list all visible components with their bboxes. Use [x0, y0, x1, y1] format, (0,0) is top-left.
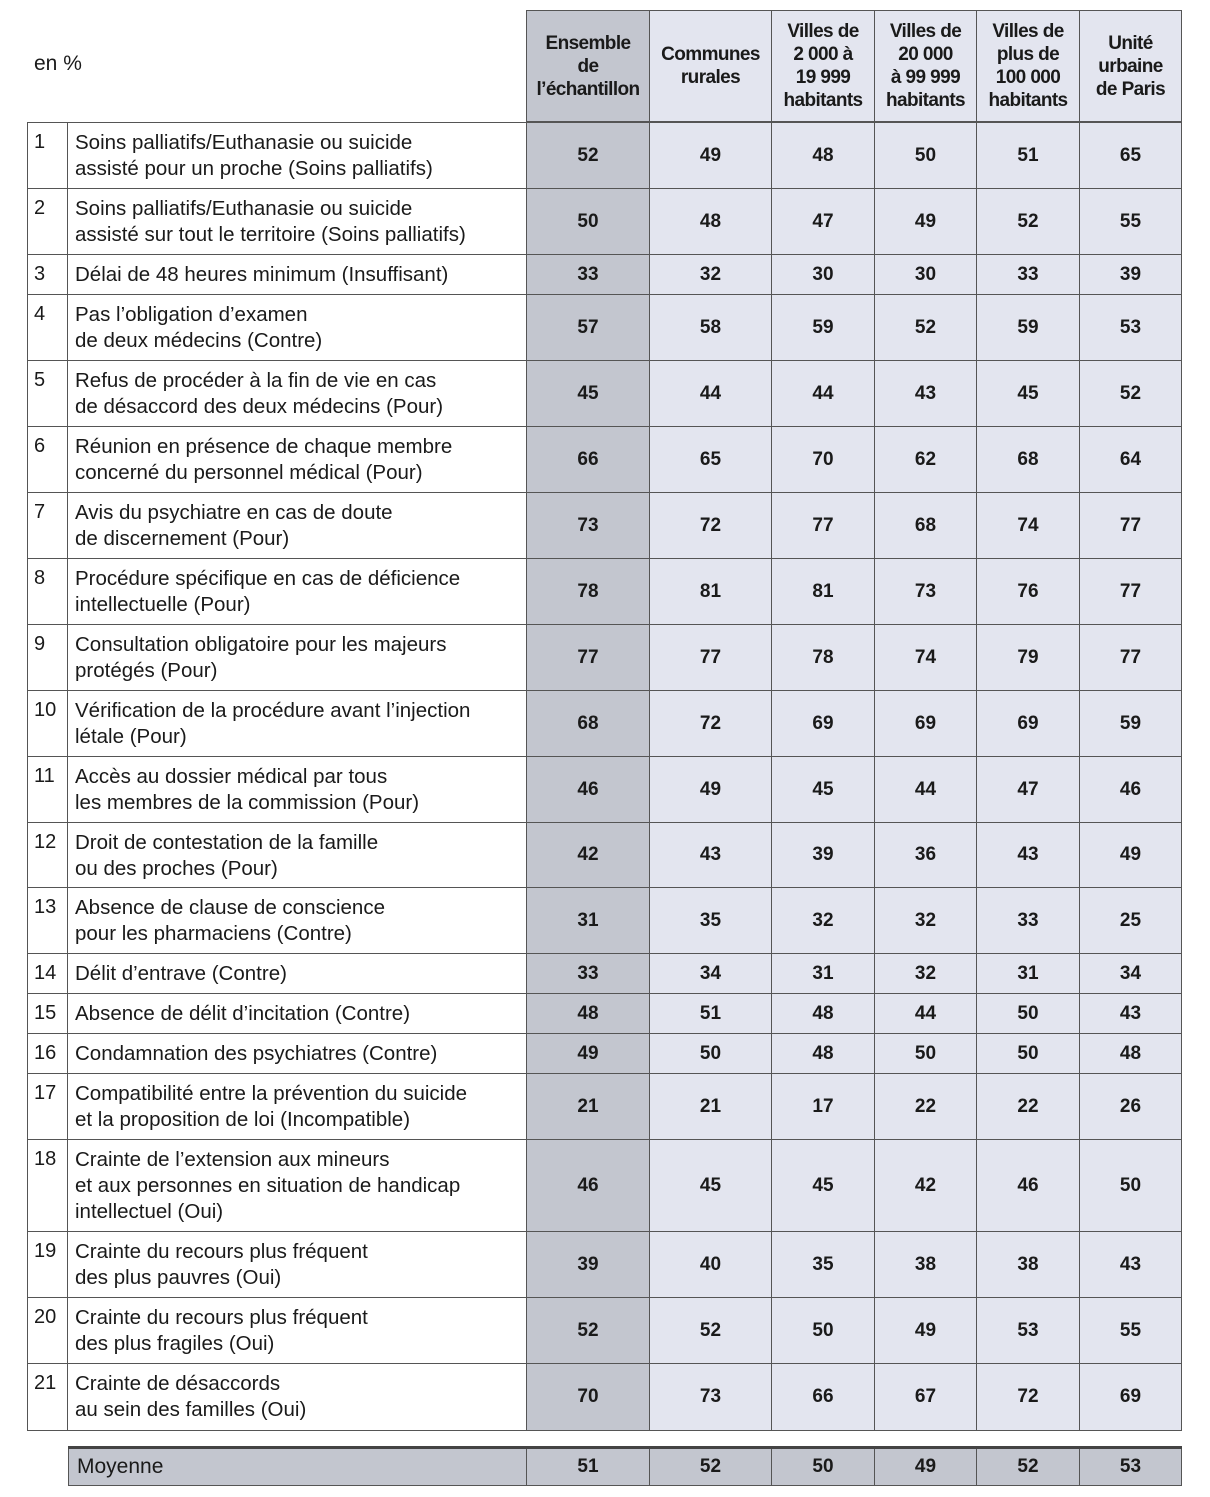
row-number: 11: [27, 757, 68, 822]
table-row: [27, 361, 1182, 427]
value-cell: 81: [649, 559, 771, 624]
value-cell: 44: [874, 757, 976, 822]
value-cell: 65: [1079, 123, 1182, 188]
value-cell: 48: [771, 1034, 874, 1073]
value-cell: 33: [526, 255, 649, 294]
value-cell: 43: [976, 823, 1079, 887]
value-cell: 34: [1079, 954, 1182, 993]
value-cell: 74: [976, 493, 1079, 558]
row-number: 21: [27, 1364, 68, 1430]
value-cell: 17: [771, 1074, 874, 1139]
value-cell: 44: [771, 361, 874, 426]
value-cell: 72: [649, 691, 771, 756]
value-cell: 59: [1079, 691, 1182, 756]
value-cell: 57: [526, 295, 649, 360]
value-cell: 48: [649, 189, 771, 254]
table-row: [27, 625, 1182, 691]
value-cell: 50: [1079, 1140, 1182, 1231]
value-cell: 66: [771, 1364, 874, 1430]
value-cell: 69: [771, 691, 874, 756]
value-cell: 47: [771, 189, 874, 254]
value-cell: 49: [649, 757, 771, 822]
table-row: [27, 559, 1182, 625]
value-cell: 49: [526, 1034, 649, 1073]
row-number: 8: [27, 559, 68, 624]
value-cell: 45: [771, 757, 874, 822]
value-cell: 39: [771, 823, 874, 887]
value-cell: 36: [874, 823, 976, 887]
value-cell: 51: [976, 123, 1079, 188]
value-cell: 52: [1079, 361, 1182, 426]
value-cell: 68: [874, 493, 976, 558]
row-label: Avis du psychiatre en cas de doute de discernement (Pour): [68, 493, 526, 558]
value-cell: 43: [649, 823, 771, 887]
value-cell: 46: [976, 1140, 1079, 1231]
row-number: 13: [27, 888, 68, 953]
row-label: Pas l’obligation d’examen de deux médecins (Contre): [68, 295, 526, 360]
value-cell: 50: [874, 1034, 976, 1073]
value-cell: 48: [1079, 1034, 1182, 1073]
value-cell: 78: [526, 559, 649, 624]
row-number: 15: [27, 994, 68, 1033]
value-cell: 48: [771, 994, 874, 1033]
table-row: [27, 493, 1182, 559]
value-cell: 46: [526, 1140, 649, 1231]
row-number: 16: [27, 1034, 68, 1073]
value-cell: 34: [649, 954, 771, 993]
row-number: 6: [27, 427, 68, 492]
average-value: 49: [874, 1449, 976, 1485]
value-cell: 69: [874, 691, 976, 756]
value-cell: 77: [771, 493, 874, 558]
value-cell: 43: [1079, 1232, 1182, 1297]
row-number: 19: [27, 1232, 68, 1297]
value-cell: 68: [976, 427, 1079, 492]
value-cell: 49: [874, 189, 976, 254]
table-row: [27, 1364, 1182, 1430]
value-cell: 77: [526, 625, 649, 690]
row-label: Accès au dossier médical par tous les membres de la commission (Pour): [68, 757, 526, 822]
value-cell: 55: [1079, 189, 1182, 254]
value-cell: 52: [526, 1298, 649, 1363]
value-cell: 66: [526, 427, 649, 492]
table-row: [27, 823, 1182, 888]
column-header: Ensemble de l’échantillon: [526, 10, 649, 122]
value-cell: 38: [874, 1232, 976, 1297]
value-cell: 45: [649, 1140, 771, 1231]
value-cell: 32: [771, 888, 874, 953]
average-value: 51: [526, 1449, 649, 1485]
value-cell: 73: [526, 493, 649, 558]
table-row: [27, 255, 1182, 295]
table-row: [27, 295, 1182, 361]
value-cell: 33: [976, 255, 1079, 294]
column-header: Villes de 20 000 à 99 999 habitants: [874, 10, 976, 122]
value-cell: 64: [1079, 427, 1182, 492]
value-cell: 53: [976, 1298, 1079, 1363]
value-cell: 77: [1079, 625, 1182, 690]
value-cell: 77: [649, 625, 771, 690]
value-cell: 26: [1079, 1074, 1182, 1139]
table-row: [27, 691, 1182, 757]
table-row: [27, 1298, 1182, 1364]
row-label: Délit d’entrave (Contre): [68, 954, 526, 993]
value-cell: 25: [1079, 888, 1182, 953]
value-cell: 33: [526, 954, 649, 993]
row-number: 20: [27, 1298, 68, 1363]
value-cell: 43: [1079, 994, 1182, 1033]
value-cell: 72: [649, 493, 771, 558]
value-cell: 69: [976, 691, 1079, 756]
value-cell: 48: [526, 994, 649, 1033]
row-label: Réunion en présence de chaque membre concerné du personnel médical (Pour): [68, 427, 526, 492]
value-cell: 47: [976, 757, 1079, 822]
table-row: [27, 1074, 1182, 1140]
value-cell: 50: [976, 994, 1079, 1033]
row-label: Soins palliatifs/Euthanasie ou suicide assisté pour un proche (Soins palliatifs): [68, 123, 526, 188]
value-cell: 69: [1079, 1364, 1182, 1430]
row-number: 1: [27, 123, 68, 188]
value-cell: 50: [874, 123, 976, 188]
value-cell: 52: [649, 1298, 771, 1363]
average-value: 52: [976, 1449, 1079, 1485]
value-cell: 51: [649, 994, 771, 1033]
value-cell: 46: [526, 757, 649, 822]
value-cell: 73: [649, 1364, 771, 1430]
table-row: [27, 1140, 1182, 1232]
row-label: Vérification de la procédure avant l’injection létale (Pour): [68, 691, 526, 756]
row-label: Refus de procéder à la fin de vie en cas de désaccord des deux médecins (Pour): [68, 361, 526, 426]
value-cell: 42: [874, 1140, 976, 1231]
value-cell: 31: [526, 888, 649, 953]
value-cell: 59: [976, 295, 1079, 360]
value-cell: 32: [649, 255, 771, 294]
average-label: Moyenne: [68, 1449, 526, 1485]
value-cell: 44: [874, 994, 976, 1033]
value-cell: 70: [771, 427, 874, 492]
table-row: [27, 1232, 1182, 1298]
value-cell: 67: [874, 1364, 976, 1430]
value-cell: 45: [526, 361, 649, 426]
value-cell: 65: [649, 427, 771, 492]
value-cell: 52: [874, 295, 976, 360]
row-number: 17: [27, 1074, 68, 1139]
row-label: Crainte du recours plus fréquent des plus fragiles (Oui): [68, 1298, 526, 1363]
value-cell: 73: [874, 559, 976, 624]
column-header: Unité urbaine de Paris: [1079, 10, 1182, 122]
row-number: 5: [27, 361, 68, 426]
column-header: Villes de plus de 100 000 habitants: [976, 10, 1079, 122]
row-number: 7: [27, 493, 68, 558]
row-label: Absence de clause de conscience pour les pharmaciens (Contre): [68, 888, 526, 953]
row-label: Droit de contestation de la famille ou des proches (Pour): [68, 823, 526, 887]
row-label: Consultation obligatoire pour les majeurs protégés (Pour): [68, 625, 526, 690]
value-cell: 39: [526, 1232, 649, 1297]
value-cell: 46: [1079, 757, 1182, 822]
value-cell: 49: [874, 1298, 976, 1363]
value-cell: 32: [874, 888, 976, 953]
value-cell: 50: [649, 1034, 771, 1073]
value-cell: 79: [976, 625, 1079, 690]
value-cell: 74: [874, 625, 976, 690]
value-cell: 31: [771, 954, 874, 993]
table-row: [27, 757, 1182, 823]
value-cell: 45: [771, 1140, 874, 1231]
row-number: 10: [27, 691, 68, 756]
row-label: Condamnation des psychiatres (Contre): [68, 1034, 526, 1073]
value-cell: 32: [874, 954, 976, 993]
average-value: 50: [771, 1449, 874, 1485]
value-cell: 30: [771, 255, 874, 294]
value-cell: 42: [526, 823, 649, 887]
row-label: Compatibilité entre la prévention du suicide et la proposition de loi (Incompatible): [68, 1074, 526, 1139]
value-cell: 48: [771, 123, 874, 188]
column-header: Communes rurales: [649, 10, 771, 122]
value-cell: 53: [1079, 295, 1182, 360]
value-cell: 81: [771, 559, 874, 624]
row-number: 3: [27, 255, 68, 294]
value-cell: 39: [1079, 255, 1182, 294]
table-row: [27, 427, 1182, 493]
value-cell: 70: [526, 1364, 649, 1430]
row-number: 14: [27, 954, 68, 993]
row-label: Soins palliatifs/Euthanasie ou suicide assisté sur tout le territoire (Soins palliatifs): [68, 189, 526, 254]
value-cell: 50: [771, 1298, 874, 1363]
value-cell: 30: [874, 255, 976, 294]
value-cell: 77: [1079, 559, 1182, 624]
value-cell: 62: [874, 427, 976, 492]
table-row: [27, 994, 1182, 1034]
value-cell: 76: [976, 559, 1079, 624]
value-cell: 49: [1079, 823, 1182, 887]
table-row: [27, 1034, 1182, 1074]
value-cell: 35: [771, 1232, 874, 1297]
table-row: [27, 954, 1182, 994]
table-row: [27, 888, 1182, 954]
value-cell: 50: [526, 189, 649, 254]
value-cell: 52: [976, 189, 1079, 254]
row-number: 18: [27, 1140, 68, 1231]
table-body: [27, 122, 1182, 1431]
value-cell: 77: [1079, 493, 1182, 558]
value-cell: 59: [771, 295, 874, 360]
row-number: 4: [27, 295, 68, 360]
value-cell: 78: [771, 625, 874, 690]
value-cell: 49: [649, 123, 771, 188]
value-cell: 43: [874, 361, 976, 426]
average-value: 53: [1079, 1449, 1182, 1485]
value-cell: 33: [976, 888, 1079, 953]
value-cell: 55: [1079, 1298, 1182, 1363]
value-cell: 50: [976, 1034, 1079, 1073]
row-number: 2: [27, 189, 68, 254]
value-cell: 40: [649, 1232, 771, 1297]
table-row: [27, 123, 1182, 189]
average-value: 52: [649, 1449, 771, 1485]
value-cell: 22: [874, 1074, 976, 1139]
row-label: Délai de 48 heures minimum (Insuffisant): [68, 255, 526, 294]
row-number: 12: [27, 823, 68, 887]
row-label: Procédure spécifique en cas de déficience intellectuelle (Pour): [68, 559, 526, 624]
value-cell: 31: [976, 954, 1079, 993]
value-cell: 44: [649, 361, 771, 426]
row-label: Crainte de désaccords au sein des familles (Oui): [68, 1364, 526, 1430]
value-cell: 58: [649, 295, 771, 360]
row-label: Crainte de l’extension aux mineurs et aux personnes en situation de handicap intellectuel (Oui): [68, 1140, 526, 1231]
row-number: 9: [27, 625, 68, 690]
average-row: [68, 1446, 1182, 1486]
value-cell: 22: [976, 1074, 1079, 1139]
row-label: Absence de délit d’incitation (Contre): [68, 994, 526, 1033]
value-cell: 35: [649, 888, 771, 953]
value-cell: 38: [976, 1232, 1079, 1297]
value-cell: 52: [526, 123, 649, 188]
value-cell: 45: [976, 361, 1079, 426]
table-row: [27, 189, 1182, 255]
value-cell: 68: [526, 691, 649, 756]
value-cell: 72: [976, 1364, 1079, 1430]
column-header: Villes de 2 000 à 19 999 habitants: [771, 10, 874, 122]
row-label: Crainte du recours plus fréquent des plus pauvres (Oui): [68, 1232, 526, 1297]
value-cell: 21: [649, 1074, 771, 1139]
unit-label: en %: [34, 52, 82, 75]
value-cell: 21: [526, 1074, 649, 1139]
